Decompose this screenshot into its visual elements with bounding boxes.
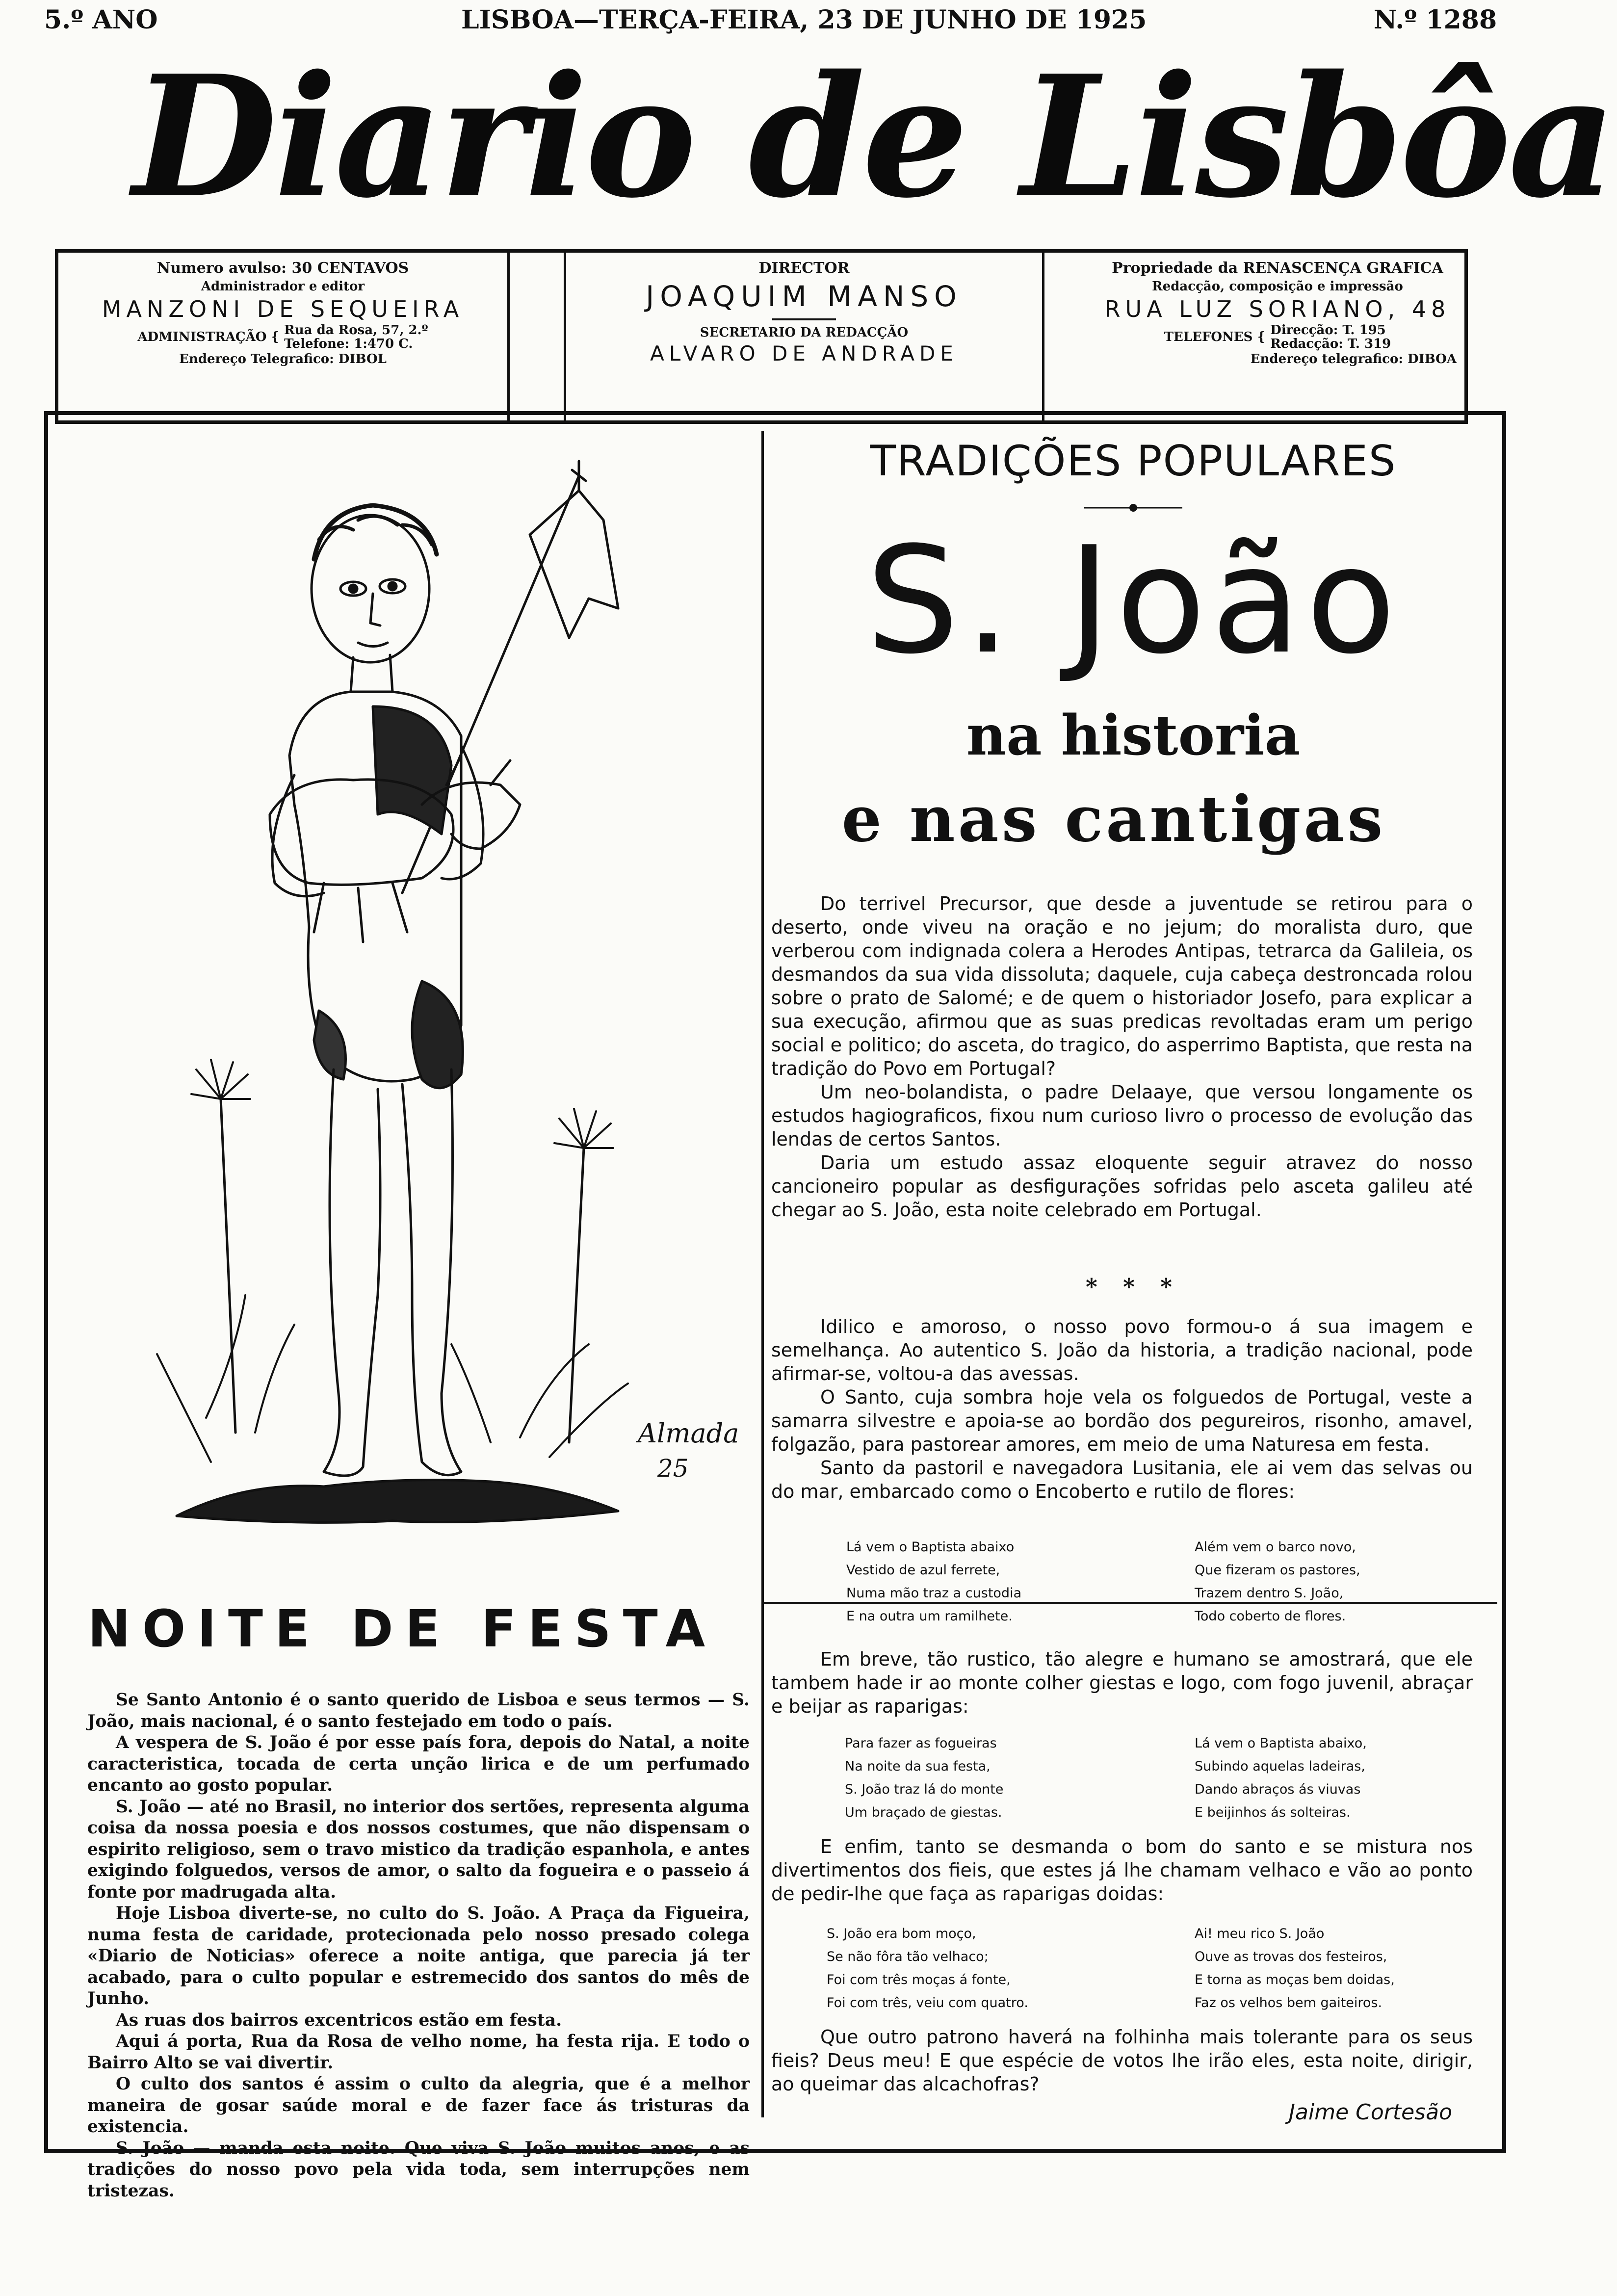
saint-john-illustration (147, 461, 739, 1590)
verse-block (845, 1732, 1003, 1824)
artist-year: 25 (657, 1454, 689, 1483)
article-paragraph: Santo da pastoril e navegadora Lusitania, ele ai vem das selvas ou do mar, embarcado como o Encoberto e rutilo de flores: (771, 1457, 1473, 1502)
issue-number: N.º 1288 (1374, 5, 1497, 35)
info-box (55, 249, 1468, 424)
director-label: DIRECTOR (758, 260, 850, 277)
noite-paragraph: Hoje Lisboa diverte-se, no culto do S. João. A Praça da Figueira, numa festa de caridade, protecionada pelo nosso presado colega «Diario de Noticias» oferece a noite antiga, que parecia já ter acabado, para o culto popular e estremecido dos santos do mês de Junho. (87, 1904, 750, 2009)
address: RUA LUZ SORIANO, 48 (1104, 296, 1451, 322)
pennant (530, 491, 618, 638)
article-part-4 (771, 1835, 1473, 1905)
noite-title: NOITE DE FESTA (87, 1599, 717, 1659)
article-paragraph: Um neo-bolandista, o padre Delaaye, que versou longamente os estudos hagiograficos, fixou num curioso livro o processo de evolução das lendas de certos Santos. (771, 1081, 1473, 1150)
admin-details (284, 323, 428, 351)
noite-paragraph: S. João — manda esta noite. Que viva S. João muitos anos, e as tradições do nosso povo pela vida toda, sem interrupções nem tristezas. (87, 2138, 750, 2201)
article-part-3 (771, 1647, 1473, 1718)
article-paragraph: Daria um estudo assaz eloquente seguir atravez do nosso cancioneiro popular as desfigurações sofridas pelo asceta galileu até chegar ao S. João, esta noite celebrado em Portugal. (771, 1152, 1473, 1221)
price: Numero avulso: 30 CENTAVOS (156, 260, 409, 277)
verse-line: Além vem o barco novo, (1195, 1539, 1356, 1555)
article-paragraph: E enfim, tanto se desmanda o bom do santo e se mistura nos divertimentos dos fieis, que estes já lhe chamam velhaco e vão ao ponto de pedir-lhe que faça as raparigas doidas: (771, 1836, 1473, 1905)
flower-right (554, 1109, 613, 1148)
section-break: * * * (1085, 1274, 1181, 1300)
noite-paragraph: Se Santo Antonio é o santo querido de Lisboa e seus termos — S. João, mais nacional, é o santo festejado em todo o país. (87, 1690, 750, 1731)
verse-line: Lá vem o Baptista abaixo (846, 1539, 1015, 1555)
verse-block (1195, 1922, 1395, 2014)
info-left (58, 253, 510, 420)
phones-label: TELEFONES { (1164, 330, 1266, 344)
info-right (1089, 253, 1466, 420)
secretary-label: SECRETARIO DA REDACÇÃO (700, 325, 909, 340)
verse-line: E beijinhos ás solteiras. (1195, 1805, 1351, 1820)
left-leg (324, 1070, 380, 1476)
article-paragraph: O Santo, cuja sombra hoje vela os folguedos de Portugal, veste a samarra silvestre e apoia-se ao bordão dos pegureiros, risonho, amavel, folgazão, para pastorear amores, em meio de uma Naturesa em festa. (771, 1386, 1473, 1455)
right-leg (402, 1070, 461, 1475)
verse-line: S. João era bom moço, (827, 1926, 976, 1941)
telegraph-left: Endereço Telegrafico: DIBOL (179, 352, 387, 366)
verse-line: Que fizeram os pastores, (1195, 1563, 1360, 1578)
article-paragraph: Em breve, tão rustico, tão alegre e humano se amostrará, que ele tambem hade ir ao monte colher giestas e logo, com fogo juvenil, abraçar e beijar as raparigas: (771, 1648, 1473, 1717)
verse-line: Foi com três, veiu com quatro. (827, 1995, 1028, 2010)
article-title: S. João (865, 515, 1401, 686)
verse-block (846, 1536, 1021, 1628)
owner: Propriedade da RENASCENÇA GRAFICA (1112, 260, 1443, 277)
article-subtitle-1: na historia (966, 704, 1301, 768)
phone-redaction: Redacção: T. 319 (1270, 337, 1391, 351)
services: Redacção, composição e impressão (1152, 279, 1403, 294)
verse-line: Lá vem o Baptista abaixo, (1195, 1736, 1367, 1751)
verse-line: Ai! meu rico S. João (1195, 1926, 1325, 1941)
article-author: Jaime Cortesão (1289, 2100, 1452, 2125)
verse-line: S. João traz lá do monte (845, 1782, 1004, 1797)
verse-block (1195, 1536, 1360, 1628)
article-rubric: TRADIÇÕES POPULARES (870, 437, 1397, 486)
verse-line: Se não fôra tão velhaco; (827, 1949, 989, 1964)
noite-paragraph: A vespera de S. João é por esse país fora, depois do Natal, a noite caracteristica, tocada de certa unção lirica e de um perfumado encanto ao gosto popular. (87, 1733, 750, 1795)
masthead-title: Diario de Lisbôa (132, 39, 1614, 235)
verse-block (1195, 1732, 1367, 1824)
editor-name: MANZONI DE SEQUEIRA (102, 296, 464, 322)
verse-line: Numa mão traz a custodia (846, 1586, 1022, 1601)
divider (772, 318, 836, 320)
dateline-bar (44, 5, 1526, 39)
verse-block (827, 1922, 1028, 2014)
verse-line: Subindo aquelas ladeiras, (1195, 1759, 1365, 1774)
noite-body (87, 1690, 750, 2202)
verse-line: Todo coberto de flores. (1195, 1609, 1346, 1624)
verse-line: E na outra um ramilhete. (846, 1609, 1013, 1624)
verse-line: Faz os velhos bem gaiteiros. (1195, 1995, 1382, 2010)
admin-label: ADMINISTRAÇÃO { (137, 330, 280, 344)
article-paragraph: Do terrivel Precursor, que desde a juventude se retirou para o deserto, onde viveu na oração e no jejum; do moralista duro, que verberou com indignada colera a Herodes Antipas, tetrarca da Galileia, os desmandos da sua vida dissoluta; daquele, cuja cabeça destroncada rolou sobre o prato de Salomé; e de quem o historiador Josefo, para explicar a sua execução, afirmou que as suas predicas revoltadas eram um perigo social e politico; do asceta, do tragico, do asperrimo Baptista, que resta na tradição do Povo em Portugal? (771, 893, 1473, 1079)
phones-block (1089, 323, 1466, 351)
year-label: 5.º ANO (44, 5, 158, 35)
noite-paragraph: O culto dos santos é assim o culto da alegria, que é a melhor maneira de gosar saúde moral e de fazer face ás tristuras da existencia. (87, 2074, 750, 2137)
dateline: LISBOA—TERÇA-FEIRA, 23 DE JUNHO DE 1925 (461, 5, 1147, 35)
verse-line: Dando abraços ás viuvas (1195, 1782, 1361, 1797)
noite-paragraph: Aqui á porta, Rua da Rosa de velho nome, ha festa rija. E todo o Bairro Alto se vai divertir. (87, 2032, 750, 2073)
verse-line: Para fazer as fogueiras (845, 1736, 997, 1751)
verse-line: Trazem dentro S. João, (1195, 1586, 1344, 1601)
artist-signature: Almada (638, 1418, 739, 1449)
article-part-5 (771, 2025, 1473, 2096)
article-part-2 (771, 1315, 1473, 1503)
verse-line: Um braçado de giestas. (845, 1805, 1002, 1820)
article-paragraph: Idilico e amoroso, o nosso povo formou-o á sua imagem e semelhança. Ao autentico S. João da historia, a tradição nacional, pode afirmar-se, voltou-a das avessas. (771, 1316, 1473, 1384)
phones-details (1270, 323, 1391, 351)
verse-line: Ouve as trovas dos festeiros, (1195, 1949, 1387, 1964)
info-center (564, 253, 1044, 420)
phone-direction: Direcção: T. 195 (1270, 323, 1386, 338)
article-subtitle-2: e nas cantigas (841, 783, 1386, 856)
article-paragraph: Que outro patrono haverá na folhinha mais tolerante para os seus fieis? Deus meu! E que espécie de votos lhe irão eles, esta noite, dirigir, ao queimar das alcachofras? (771, 2026, 1473, 2095)
ground (177, 1480, 618, 1523)
verse-line: E torna as moças bem doidas, (1195, 1972, 1395, 1987)
verse-line: Foi com três moças á fonte, (827, 1972, 1011, 1987)
noite-paragraph: S. João — até no Brasil, no interior dos sertões, representa alguma coisa da nossa poesia e dos nossos costumes, que não dispensam o espirito religioso, sem o travo mistico da tradição espanhola, e antes exigindo folguedos, versos de amor, o salto da fogueira e o passeio á fonte por madrugada alta. (87, 1797, 750, 1902)
verse-line: Na noite da sua festa, (845, 1759, 991, 1774)
admin-block (58, 323, 507, 351)
flower-left (191, 1060, 250, 1099)
editor-role: Administrador e editor (201, 279, 365, 294)
verse-line: Vestido de azul ferrete, (846, 1563, 1000, 1578)
admin-address: Rua da Rosa, 57, 2.º (284, 323, 428, 338)
head (312, 515, 429, 662)
noite-paragraph: As ruas dos bairros excentricos estão em festa. (116, 2010, 562, 2030)
admin-phone: Telefone: 1:470 C. (284, 337, 413, 351)
secretary-name: ALVARO DE ANDRADE (650, 341, 958, 365)
column-divider (761, 431, 764, 2117)
article-part-1 (771, 892, 1473, 1222)
telegraph-right: Endereço telegrafico: DIBOA (1250, 352, 1457, 366)
director-name: JOAQUIM MANSO (646, 280, 963, 313)
